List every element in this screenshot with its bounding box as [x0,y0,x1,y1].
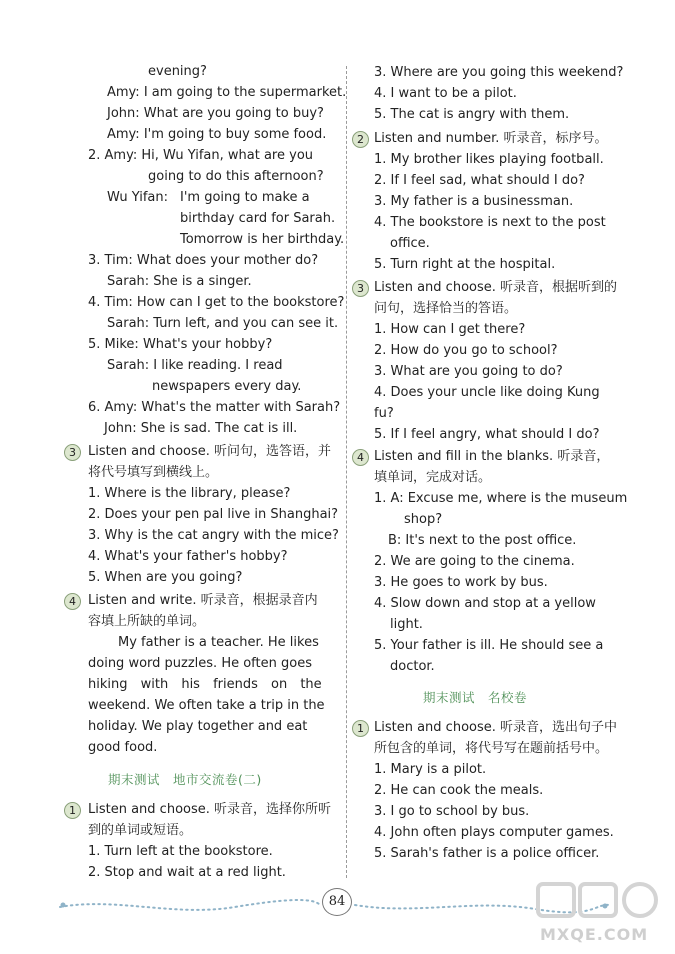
text-line: going to do this afternoon? [148,169,324,184]
paragraph-line: holiday. We play together and eat [88,719,308,734]
list-item: 2. Does your pen pal live in Shanghai? [88,507,339,522]
question-number-badge: 1 [64,802,81,819]
page-number: 84 [322,888,352,916]
list-item: 3. He goes to work by bus. [374,575,548,590]
list-item: 3. My father is a businessman. [374,194,574,209]
list-item: 2. We are going to the cinema. [374,554,575,569]
list-item: 4. John often plays computer games. [374,825,614,840]
text-line: John: She is sad. The cat is ill. [104,421,298,436]
list-item: B: It's next to the post office. [388,533,577,548]
list-item: 1. A: Excuse me, where is the museum [374,491,628,506]
paragraph-line: weekend. We often take a trip in the [88,698,325,713]
list-item: 5. Your father is ill. He should see a [374,638,604,653]
list-item: fu? [374,406,394,421]
list-item: light. [390,617,423,632]
list-item: 3. I go to school by bus. [374,804,530,819]
list-item: 5. The cat is angry with them. [374,107,570,122]
instruction-text: Listen and choose. 听录音，选择你所听 [88,802,332,817]
section-title: 期末测试 地市交流卷(二) [108,772,262,787]
list-item: 4. The bookstore is next to the post [374,215,606,230]
list-item: 4. Does your uncle like doing Kung [374,385,600,400]
question-number-badge: 4 [352,449,369,466]
text-line: 6. Amy: What's the matter with Sarah? [88,400,341,415]
watermark-text: MXQE.COM [540,925,649,944]
list-item: 5. Sarah's father is a police officer. [374,846,600,861]
instruction-text: Listen and choose. 听录音，根据听到的 [374,280,618,295]
list-item: 4. I want to be a pilot. [374,86,517,101]
text-line: newspapers every day. [152,379,302,394]
list-item: 1. Turn left at the bookstore. [88,844,273,859]
instruction-text: Listen and number. 听录音，标序号。 [374,131,608,146]
instruction-text: Listen and choose. 听问句，选答语，并 [88,444,332,459]
list-item: 1. How can I get there? [374,322,526,337]
paragraph-line: My father is a teacher. He likes [118,635,319,650]
list-item: 5. If I feel angry, what should I do? [374,427,600,442]
list-item: 2. He can cook the meals. [374,783,544,798]
text-line: Amy: I'm going to buy some food. [107,127,327,142]
paragraph-line: good food. [88,740,158,755]
question-number-badge: 3 [352,280,369,297]
question-number-badge: 1 [352,720,369,737]
instruction-text: 问句，选择恰当的答语。 [374,301,518,316]
instruction-text: 所包含的单词，将代号写在题前括号中。 [374,741,609,756]
text-line: Sarah: She is a singer. [107,274,252,289]
text-line: 5. Mike: What's your hobby? [88,337,273,352]
text-line: birthday card for Sarah. [180,211,336,226]
instruction-text: Listen and choose. 听录音，选出句子中 [374,720,618,735]
question-number-badge: 3 [64,444,81,461]
list-item: office. [390,236,430,251]
text-line: evening? [148,64,207,79]
question-number-badge: 4 [64,593,81,610]
paragraph-line: hiking with his friends on the [88,677,322,692]
question-number-badge: 2 [352,131,369,148]
list-item: 2. How do you go to school? [374,343,558,358]
column-divider [346,66,348,878]
text-line: Amy: I am going to the supermarket. [107,85,347,100]
list-item: 1. Mary is a pilot. [374,762,487,777]
instruction-text: 填单词，完成对话。 [374,470,492,485]
list-item: 2. Stop and wait at a red light. [88,865,286,880]
instruction-text: 将代号填写到横线上。 [88,465,219,480]
instruction-text: Listen and fill in the blanks. 听录音， [374,449,610,464]
speaker-label: Wu Yifan: [107,190,169,205]
list-item: 3. Where are you going this weekend? [374,65,624,80]
text-line: 2. Amy: Hi, Wu Yifan, what are you [88,148,314,163]
instruction-text: Listen and write. 听录音，根据录音内 [88,593,318,608]
text-line: 4. Tim: How can I get to the bookstore? [88,295,345,310]
text-line: 3. Tim: What does your mother do? [88,253,319,268]
list-item: 2. If I feel sad, what should I do? [374,173,585,188]
paragraph-line: doing word puzzles. He often goes [88,656,312,671]
list-item: 1. My brother likes playing football. [374,152,604,167]
list-item: doctor. [390,659,435,674]
text-line: Tomorrow is her birthday. [180,232,345,247]
list-item: shop? [404,512,443,527]
list-item: 5. When are you going? [88,570,243,585]
list-item: 3. What are you going to do? [374,364,563,379]
list-item: 4. What's your father's hobby? [88,549,288,564]
instruction-text: 容填上所缺的单词。 [88,614,206,629]
list-item: 5. Turn right at the hospital. [374,257,556,272]
text-line: I'm going to make a [180,190,310,205]
text-line: Sarah: Turn left, and you can see it. [107,316,339,331]
section-title: 期末测试 名校卷 [423,690,528,705]
list-item: 3. Why is the cat angry with the mice? [88,528,339,543]
text-line: John: What are you going to buy? [107,106,324,121]
text-line: Sarah: I like reading. I read [107,358,283,373]
instruction-text: 到的单词或短语。 [88,823,193,838]
list-item: 1. Where is the library, please? [88,486,291,501]
list-item: 4. Slow down and stop at a yellow [374,596,596,611]
